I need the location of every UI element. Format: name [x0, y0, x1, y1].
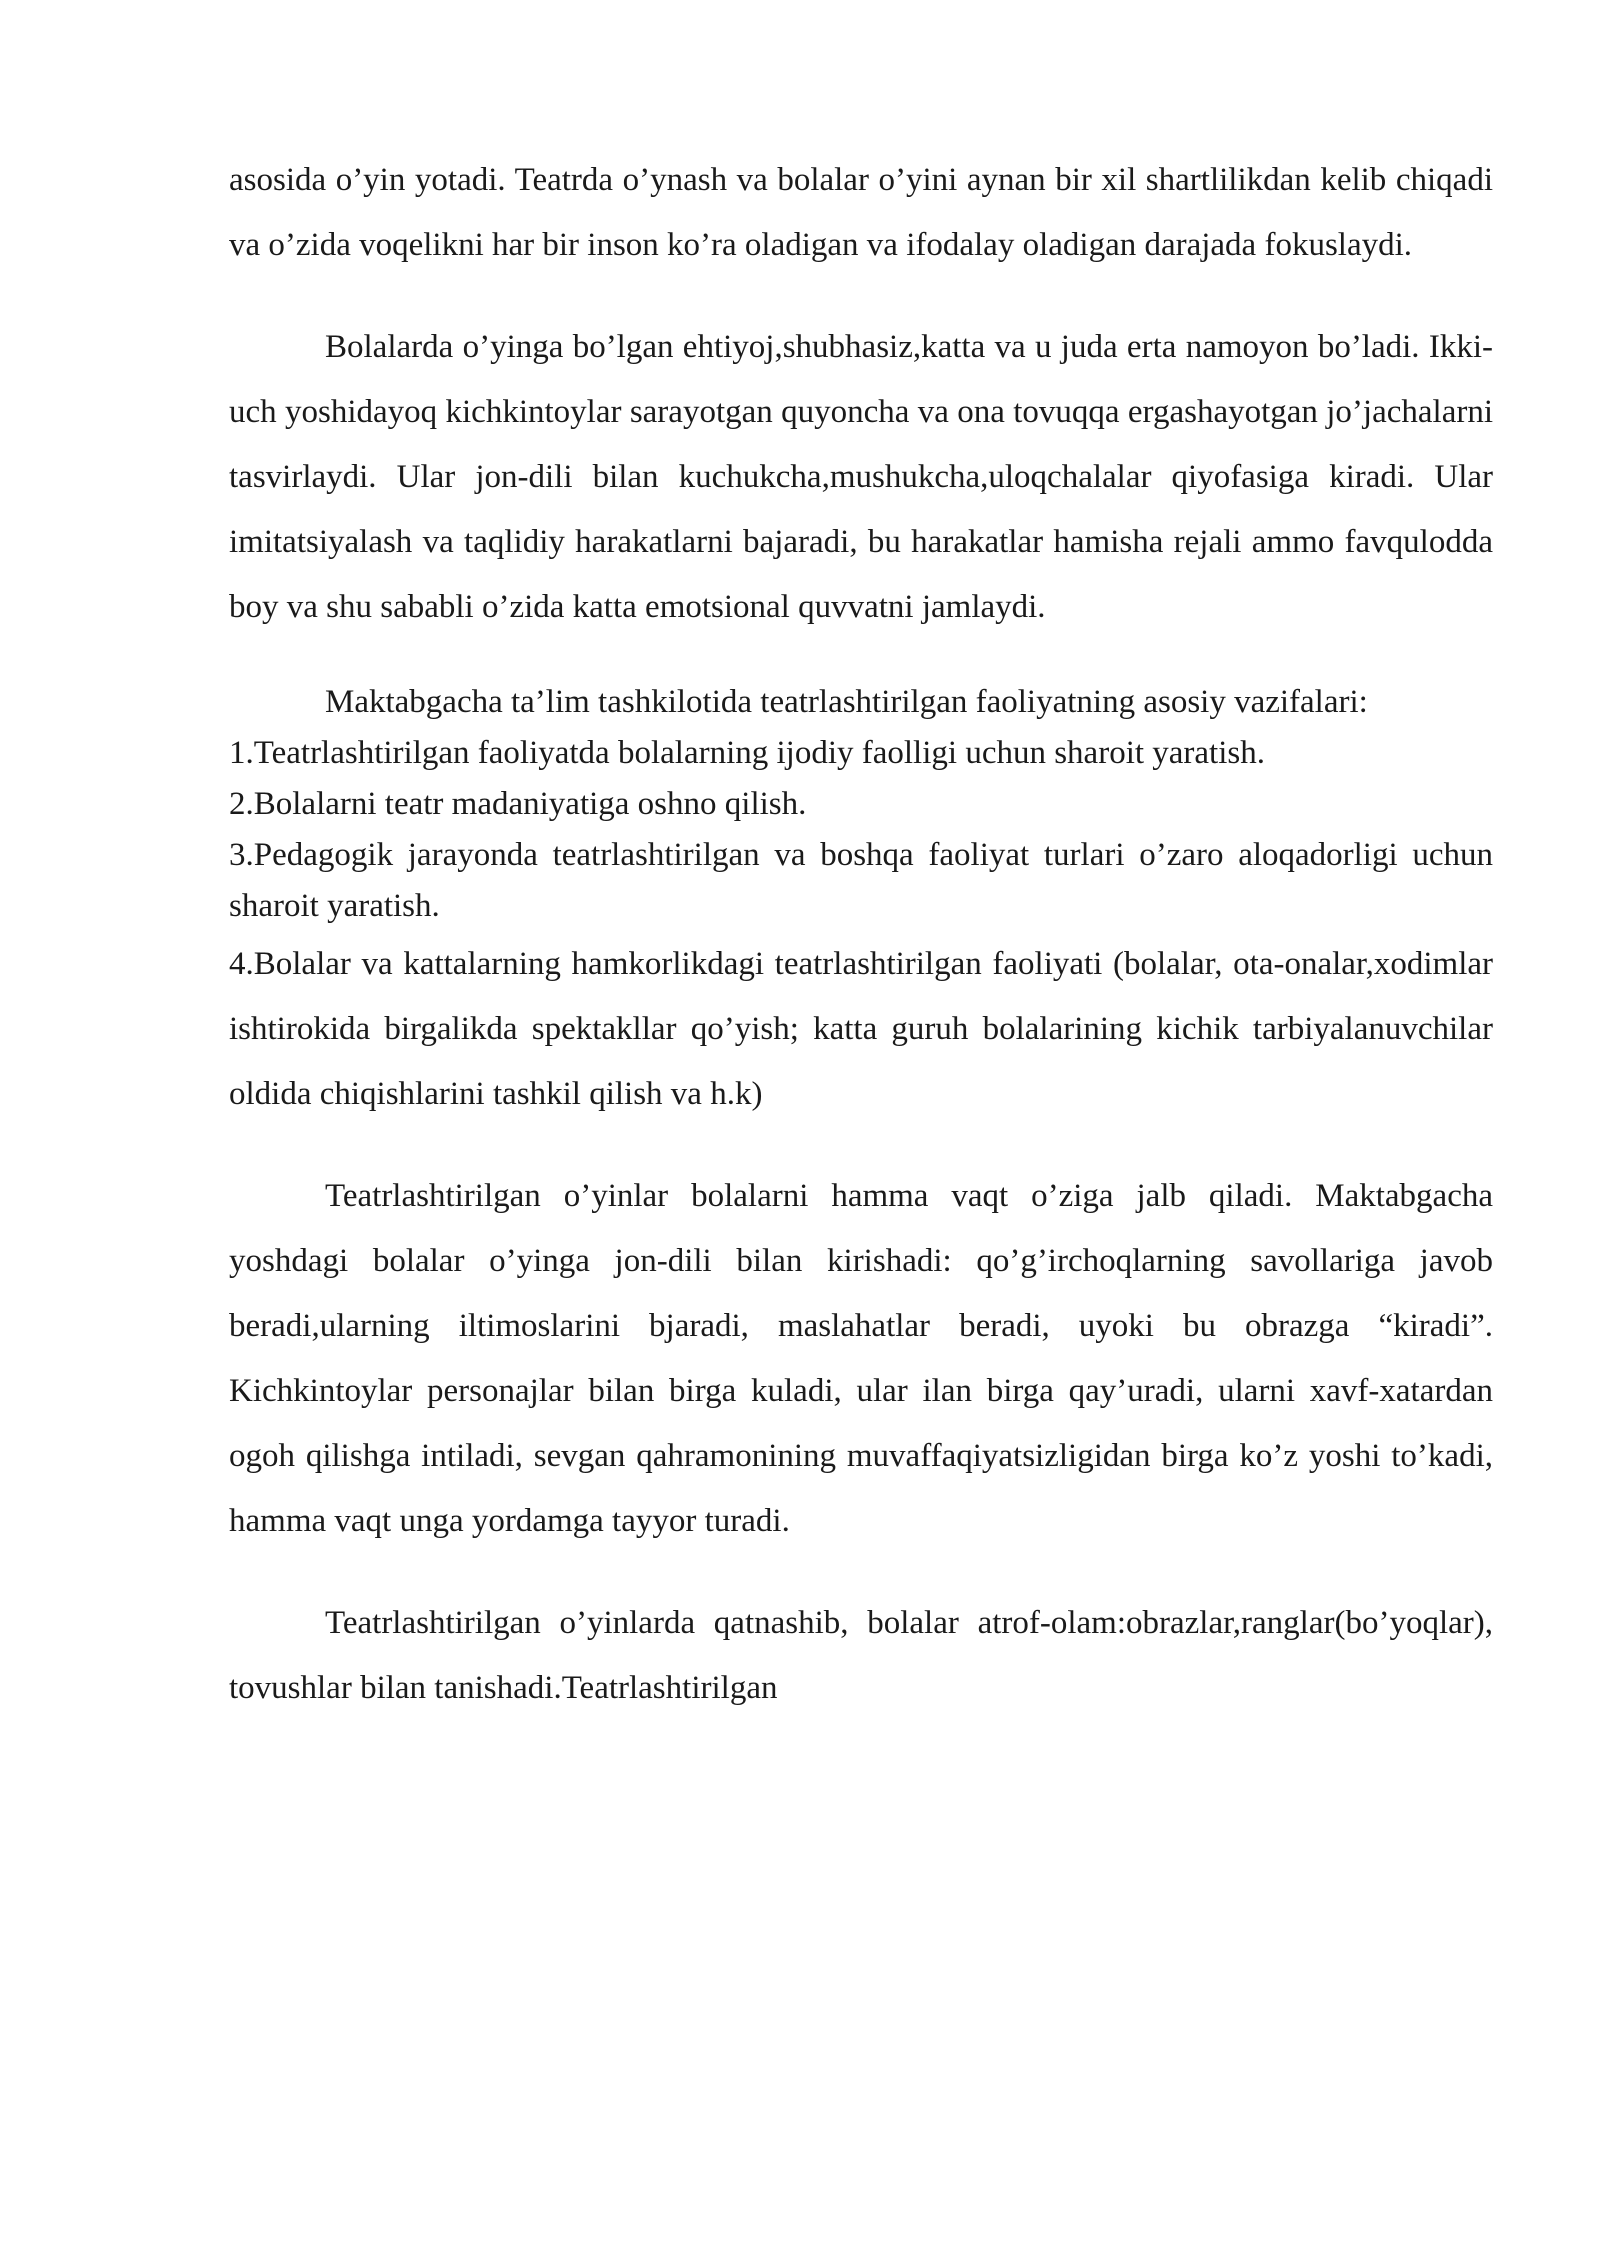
document-page: [229, 148, 1493, 1721]
paragraph-theatrical-games: Teatrlashtirilgan o’yinlar bolalarni hamma vaqt o’ziga jalb qiladi. Maktabgacha yoshdagi bolalar o’yinga jon-dili bilan kirishadi: qo’g’irchoqlarning savollariga javob beradi,ularning iltimoslarini bjaradi, maslahatlar beradi, uyoki bu obrazga “kiradi”. Kichkintoylar personajlar bilan birga kuladi, ular ilan birga qay’uradi, ularni xavf-xatardan ogoh qilishga intiladi, sevgan qahramonining muvaffaqiyatsizligidan birga ko’z yoshi to’kadi, hamma vaqt unga yordamga tayyor turadi.: [229, 1178, 1493, 1539]
paragraph-play-needs: Bolalarda o’yinga bo’lgan ehtiyoj,shubhasiz,katta va u juda erta namoyon bo’ladi. Ikki-uch yoshidayoq kichkintoylar sarayotgan quyoncha va ona tovuqqa ergashayotgan jo’jachalarni tasvirlaydi. Ular jon-dili bilan kuchukcha,mushukcha,uloqchalalar qiyofasiga kiradi. Ular imitatsiyalash va taqlidiy harakatlarni bajaradi, bu harakatlar hamisha rejali ammo favqulodda boy va shu sababli o’zida katta emotsional quvvatni jamlaydi.: [229, 329, 1493, 625]
list-item-1: 1.Teatrlashtirilgan faoliyatda bolalarning ijodiy faolligi uchun sharoit yaratish.: [229, 735, 1265, 771]
paragraph-participation: Teatrlashtirilgan o’yinlarda qatnashib, bolalar atrof-olam:obrazlar,ranglar(bo’yoqlar), tovushlar bilan tanishadi.Teatrlashtirilgan: [229, 1605, 1493, 1706]
list-item-3: 3.Pedagogik jarayonda teatrlashtirilgan va boshqa faoliyat turlari o’zaro aloqadorligi uchun sharoit yaratish.: [229, 837, 1493, 924]
list-item-2: 2.Bolalarni teatr madaniyatiga oshno qilish.: [229, 786, 807, 822]
paragraph-intro: asosida o’yin yotadi. Teatrda o’ynash va bolalar o’yini aynan bir xil shartlilikdan kelib chiqadi va o’zida voqelikni har bir inson ko’ra oladigan va ifodalay oladigan darajada fokuslaydi.: [229, 162, 1493, 263]
paragraph-tasks-heading: Maktabgacha ta’lim tashkilotida teatrlashtirilgan faoliyatning asosiy vazifalari:: [325, 684, 1368, 720]
list-item-4: 4.Bolalar va kattalarning hamkorlikdagi teatrlashtirilgan faoliyati (bolalar, ota-onalar,xodimlar ishtirokida birgalikda spektakllar qo’yish; katta guruh bolalarining kichik tarbiyalanuvchilar oldida chiqishlarini tashkil qilish va h.k): [229, 946, 1493, 1112]
